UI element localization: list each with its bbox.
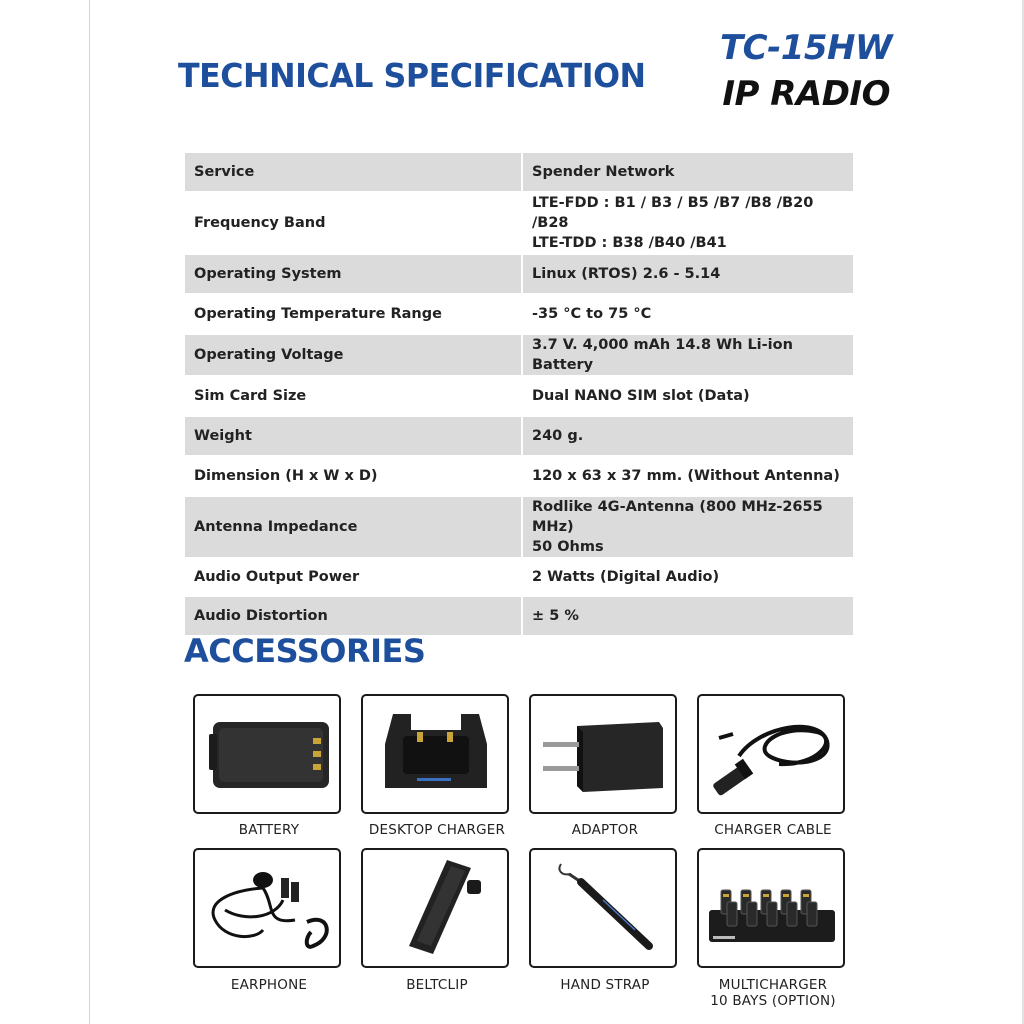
accessory-card-beltclip [361,848,509,968]
spec-row [184,152,854,192]
spec-key: Service [184,152,522,192]
spec-key: Frequency Band [184,192,522,254]
spec-row [184,596,854,636]
spec-row [184,558,854,596]
spec-row [184,192,854,254]
accessories-title: ACCESSORIES [184,632,426,670]
spec-value: Spender Network [522,152,854,192]
accessory-label: BATTERY [238,822,300,838]
spec-value: ± 5 % [522,596,854,636]
spec-row [184,294,854,334]
spec-row [184,456,854,496]
spec-table [183,151,855,637]
accessory-label: DESKTOP CHARGER [368,822,506,838]
spec-value: 2 Watts (Digital Audio) [522,558,854,596]
beltclip-icon [363,850,507,966]
charger-cable-icon [699,696,843,812]
accessory-card-desktop-charger [361,694,509,814]
spec-key: Audio Distortion [184,596,522,636]
hand-strap-icon [531,850,675,966]
page-left-rule [89,0,90,1024]
spec-key: Operating System [184,254,522,294]
accessory-card-battery [193,694,341,814]
spec-value: Linux (RTOS) 2.6 - 5.14 [522,254,854,294]
spec-value: 3.7 V. 4,000 mAh 14.8 Wh Li-ion Battery [522,334,854,376]
earphone-icon [195,850,339,966]
spec-value: 120 x 63 x 37 mm. (Without Antenna) [522,456,854,496]
spec-value: LTE-FDD : B1 / B3 / B5 /B7 /B8 /B20 /B28 LTE-TDD : B38 /B40 /B41 [522,192,854,254]
spec-row [184,254,854,294]
spec-key: Antenna Impedance [184,496,522,558]
accessory-label: EARPHONE [230,977,308,993]
multicharger-icon [699,850,843,966]
spec-row [184,496,854,558]
accessory-card-adaptor [529,694,677,814]
accessory-card-hand-strap [529,848,677,968]
spec-row [184,416,854,456]
spec-value: Dual NANO SIM slot (Data) [522,376,854,416]
model-name: TC-15HW [719,28,892,68]
accessory-label: BELTCLIP [406,977,468,993]
spec-value: 240 g. [522,416,854,456]
spec-key: Sim Card Size [184,376,522,416]
desktop-charger-icon [363,696,507,812]
accessory-card-earphone [193,848,341,968]
spec-key: Operating Temperature Range [184,294,522,334]
accessory-label: CHARGER CABLE [714,822,832,838]
battery-icon [195,696,339,812]
accessory-card-charger-cable [697,694,845,814]
spec-value: Rodlike 4G-Antenna (800 MHz-2655 MHz) 50 Ohms [522,496,854,558]
accessory-label: MULTICHARGER 10 BAYS (OPTION) [710,977,836,1009]
product-name: IP RADIO [722,74,890,114]
spec-row [184,334,854,376]
spec-key: Operating Voltage [184,334,522,376]
spec-value: -35 °C to 75 °C [522,294,854,334]
spec-key: Dimension (H x W x D) [184,456,522,496]
spec-key: Audio Output Power [184,558,522,596]
spec-row [184,376,854,416]
adaptor-icon [531,696,675,812]
accessory-label: HAND STRAP [560,977,650,993]
accessory-card-multicharger [697,848,845,968]
page-title: TECHNICAL SPECIFICATION [178,56,646,95]
spec-key: Weight [184,416,522,456]
accessory-label: ADAPTOR [571,822,639,838]
